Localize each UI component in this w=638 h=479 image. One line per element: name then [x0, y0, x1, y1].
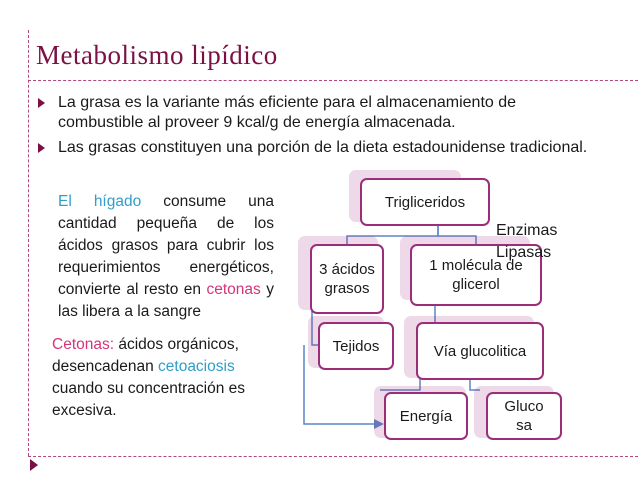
bullet-2-text: Las grasas constituyen una porción de la dieta estadounidense tradicional. [58, 139, 588, 156]
liver-text-1: El [58, 193, 72, 210]
slide-title: Metabolismo lipídico [36, 40, 278, 70]
ketones-text-4: cuando su concentración es excesiva. [52, 380, 246, 419]
ketones-text-1: Cetonas: [52, 336, 115, 353]
node-acidos-grasos: 3 ácidos grasos [310, 244, 384, 314]
bottom-divider [28, 456, 638, 457]
node-trigliceridos: Trigliceridos [360, 178, 490, 226]
ketones-text-3: cetoaciosis [158, 358, 235, 375]
node-via-glucolitica: Vía glucolitica [416, 322, 544, 380]
node-glicerol: 1 molécula de glicerol [410, 244, 542, 306]
liver-text-4: cetonas [206, 281, 261, 298]
slide-end-arrow-icon [30, 459, 38, 471]
ketones-text-2: ácidos orgánicos, desencadenan [52, 336, 239, 375]
liver-text-5: y las libera a la sangre [58, 281, 275, 320]
bullet-1-text: La grasa es la variante más eficiente para el almacenamiento de combustible al proveer 9 kcal/g de energía almacenada. [58, 94, 517, 131]
node-energia: Energía [384, 392, 468, 440]
enzimas-label: Enzimas Lipasas [496, 222, 558, 261]
liver-text-3: consume una cantidad pequeña de los ácidos grasos para cubrir los requerimientos energéticos, convierte al resto en [58, 193, 275, 298]
node-glucosa: Glucosa [486, 392, 562, 440]
liver-text-2: hígado [93, 193, 142, 210]
node-tejidos: Tejidos [318, 322, 394, 370]
